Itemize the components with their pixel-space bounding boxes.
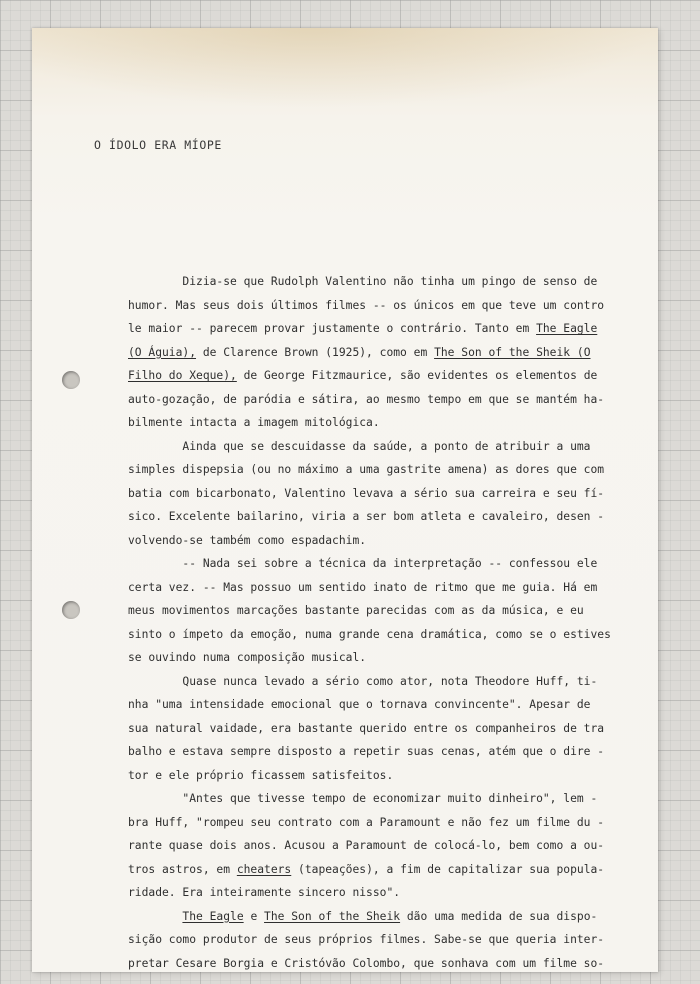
document-title: O ÍDOLO ERA MÍOPE (94, 138, 222, 152)
text-line: nha "uma intensidade emocional que o tornava convincente". Apesar de (128, 698, 591, 711)
paragraph-2 (128, 435, 648, 553)
text-line: ridade. Era inteiramente sincero nisso". (128, 886, 401, 899)
paragraph-3 (128, 552, 648, 670)
text-line: sua natural vaidade, era bastante querido entre os companheiros de tra (128, 721, 605, 735)
text-line: le maior -- parecem provar justamente o contrário. Tanto em The Eagle (128, 322, 598, 335)
text-line: Quase nunca levado a sério como ator, nota Theodore Huff, ti- (128, 674, 598, 688)
text-line: rante quase dois anos. Acusou a Paramount de colocá-lo, bem como a ou- (128, 839, 605, 852)
text-line: sinto o ímpeto da emoção, numa grande cena dramática, como se o estives (128, 627, 611, 641)
text-line: Ainda que se descuidasse da saúde, a ponto de atribuir a uma (128, 439, 591, 453)
text-line: auto-gozação, de paródia e sátira, ao mesmo tempo em que se mantém ha- (128, 392, 605, 406)
text-line: tor e ele próprio ficassem satisfeitos. (128, 768, 394, 782)
paragraph-5 (128, 787, 648, 905)
text-line: se ouvindo numa composição musical. (128, 651, 367, 664)
document-body (128, 270, 648, 972)
paragraph-4 (128, 670, 648, 788)
paragraph-6 (128, 905, 648, 973)
text-line: The Eagle e The Son of the Sheik dão uma medida de sua dispo- (182, 909, 598, 923)
text-line: simples dispepsia (ou no máximo a uma gastrite amena) as dores que com (128, 463, 605, 476)
text-line: tros astros, em cheaters (tapeações), a fim de capitalizar sua popula- (128, 862, 605, 876)
text-line: humor. Mas seus dois últimos filmes -- os únicos em que teve um contro (128, 298, 605, 312)
punch-hole-bottom (62, 601, 80, 619)
text-line: certa vez. -- Mas possuo um sentido inato de ritmo que me guia. Há em (128, 580, 598, 594)
text-line: -- Nada sei sobre a técnica da interpretação -- confessou ele (128, 557, 598, 570)
text-line: (O Águia), de Clarence Brown (1925), como em The Son of the Sheik (O (128, 345, 591, 359)
text-line: batia com bicarbonato, Valentino levava a sério sua carreira e seu fí- (128, 486, 605, 500)
paper-stain (32, 28, 658, 108)
text-line: meus movimentos marcações bastante parecidas com as da música, e eu (128, 604, 584, 617)
text-line: volvendo-se também como espadachim. (128, 533, 367, 547)
text-line: sição como produtor de seus próprios filmes. Sabe-se que queria inter- (128, 933, 605, 946)
text-line: "Antes que tivesse tempo de economizar muito dinheiro", lem - (128, 792, 598, 805)
text-line: balho e estava sempre disposto a repetir suas cenas, atém que o dire - (128, 745, 605, 758)
punch-hole-top (62, 371, 80, 389)
text-line: bra Huff, "rompeu seu contrato com a Paramount e não fez um filme du - (128, 815, 605, 829)
text-line: sico. Excelente bailarino, viria a ser bom atleta e cavaleiro, desen - (128, 510, 605, 523)
text-line: Filho do Xeque), de George Fitzmaurice, são evidentes os elementos de (128, 369, 598, 382)
text-line: pretar Cesare Borgia e Cristóvão Colombo, que sonhava com um filme so- (128, 956, 605, 970)
text-line: Dizia-se que Rudolph Valentino não tinha um pingo de senso de (128, 275, 598, 288)
typewritten-page (32, 28, 658, 972)
text-line: bilmente intacta a imagem mitológica. (128, 416, 380, 429)
paragraph-1 (128, 270, 648, 435)
